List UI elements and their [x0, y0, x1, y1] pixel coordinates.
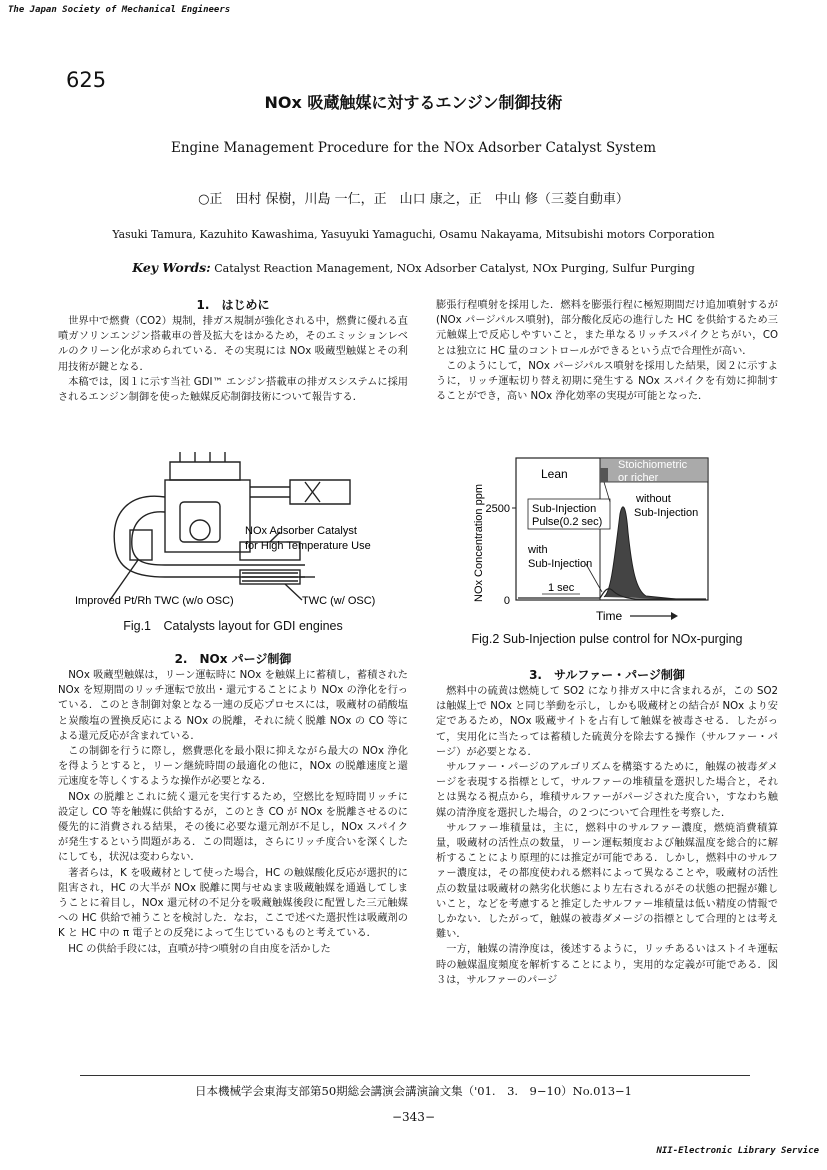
- section-3-body: [436, 684, 778, 988]
- keywords-text: Catalyst Reaction Management, NOx Adsorber Catalyst, NOx Purging, Sulfur Purging: [214, 262, 695, 275]
- figure-1-catalyst-layout: [70, 452, 410, 612]
- improved-twc-box: [130, 530, 152, 560]
- paragraph: この制御を行うに際し，燃費悪化を最小限に抑えながら最大の NOx 浄化を得ようとすると，リーン継続時間の最適化の他に，NOx の脱離速度と還元速度を等しくするような操作が必要となる．: [58, 746, 408, 788]
- ytick-label-2500: 2500: [485, 503, 510, 515]
- section-1-heading: 1. はじめに: [196, 298, 270, 312]
- leader-twc: [285, 584, 302, 600]
- figure-1-caption: Fig.1 Catalysts layout for GDI engines: [123, 619, 343, 633]
- x-axis-label: Time: [596, 609, 623, 623]
- page-number: −343−: [391, 1110, 435, 1124]
- intake-manifold: [170, 462, 240, 480]
- fig2-sub-label-1: Sub-Injection: [532, 503, 597, 515]
- time-arrow-icon: [671, 612, 678, 620]
- crank-icon: [190, 520, 210, 540]
- paragraph: このようにして，NOx パージパルス噴射を採用した結果，図２に示すように，リッチ運転切り替え初期に発生する NOx スパイクを有効に抑制することができ，高い NOx 浄化効率の実現が可能となった．: [436, 360, 778, 403]
- sub-injection-pulse: [600, 468, 608, 482]
- fig2-with-label-2: Sub-Injection: [528, 558, 593, 570]
- fig2-stoich-label-1: Stoichiometric: [618, 459, 688, 471]
- fig2-1sec-label: 1 sec: [548, 582, 575, 594]
- paragraph: 本稿では，図１に示す当社 GDI™ エンジン搭載車の排ガスシステムに採用されるエンジン制御を使った触媒反応制御技術について報告する．: [58, 376, 408, 404]
- authors-japanese: ○正 田村 保樹，川島 一仁，正 山口 康之，正 中山 修（三菱自動車）: [198, 192, 629, 207]
- figure-2-chart: [466, 452, 716, 627]
- keywords-label: Key Words:: [132, 260, 211, 275]
- fig2-sub-label-2: Pulse(0.2 sec): [532, 516, 603, 528]
- authors-english: Yasuki Tamura, Kazuhito Kawashima, Yasuyuki Yamaguchi, Osamu Nakayama, Mitsubishi motors Corporation: [112, 228, 715, 241]
- paragraph: HC の供給手段には，直噴が持つ噴射の自由度を活かした: [68, 943, 331, 955]
- section-1-body: [58, 314, 408, 405]
- intake-pipe: [250, 480, 350, 504]
- paragraph: 世界中で燃費（CO2）規制，排ガス規制が強化される中，燃費に優れる直噴ガソリンエンジン搭載車の普及拡大をはかるため，そのエミッションレベルのクリーン化が求められている．その実現には NOx 吸蔵型触媒とその利用技術が鍵となる．: [58, 316, 408, 373]
- paragraph: 燃料中の硫黄は燃焼して SO2 になり排ガス中に含まれるが，この SO2 は触媒上で NOx と同じ挙動を示し，しかも吸蔵材との結合が NOx より安定であるため，NOx 吸蔵サイトを占有して触媒を被毒させる．したがって，実用化に当たっては蓄積した硫黄分を除去する操作（サルファー・パージ）が必要となる．: [436, 686, 778, 758]
- ytick-label-0: 0: [503, 595, 510, 607]
- section-3-heading: 3. サルファー・パージ制御: [529, 668, 685, 682]
- paragraph: NOx の脱離とこれに続く還元を実行するため，空燃比を短時間リッチに設定し CO 等を触媒に供給するが，このとき CO が NOx を脱離させるのに優先的に消費される結果，その後に必要な還元剤が不足し，NOx スパイクが発生するという問題がある．この問題は，さらにリッチ度合いを深くしたにしても，状況は変わらない．: [58, 791, 408, 864]
- paragraph: サルファー・パージのアルゴリズムを構築するために，触媒の被毒ダメージを表現する指標として，サルファーの堆積量を選択した場合と，それとは異なる視点から，堆積サルファーがパージされた度合い，すなわち触媒の清浄度を選択した場合，の２つについて合理性を考察した．: [436, 762, 778, 819]
- fig1-nox-label-2: for High Temperature Use: [245, 540, 371, 552]
- figure-2-caption: Fig.2 Sub-Injection pulse control for NOx-purging: [471, 632, 743, 646]
- series-without-sub-injection: [604, 507, 676, 599]
- fig2-with-label-1: with: [528, 544, 548, 556]
- fig2-without-label-1: without: [636, 493, 671, 505]
- fig2-lean-label: Lean: [541, 467, 568, 481]
- keywords: [0, 260, 827, 275]
- fig2-stoich-label-2: or richer: [618, 472, 659, 484]
- paragraph: 膨張行程噴射を採用した．燃料を膨張行程に極短期間だけ追加噴射するが(NOx パージパルス噴射)，部分酸化反応の進行した HC を供給するため三元触媒上で反応しやすいこと，また単なるリッチスパイクとちがい，CO とは独立に HC 量のコントロールができるという点で合理性が高い．: [436, 300, 778, 357]
- title-japanese: NOx 吸蔵触媒に対するエンジン制御技術: [264, 93, 563, 112]
- paragraph: サルファー堆積量は，主に，燃料中のサルファー濃度，燃焼消費積算量，吸蔵材の活性点の数量，リーン運転頻度および触媒温度を総合的に解析することにより原理的には推定が可能である．しかし，燃料中のサルファー濃度は，その都度使われる燃料によって異なることや，吸蔵材の活性点の数量は吸蔵材の熱劣化状態により左右されるがその状態の把握が難しいこと，などを考慮すると推定したサルファー堆積量は低い精度の情報でしかない．したがって，触媒の被毒ダメージの指標として合理的とは考え難い．: [436, 822, 778, 941]
- fig2-without-label-2: Sub-Injection: [634, 507, 699, 519]
- y-axis-label: NOx Concentration ppm: [473, 484, 485, 602]
- fig1-nox-label-1: NOx Adsorber Catalyst: [245, 525, 357, 537]
- fig1-improved-label: Improved Pt/Rh TWC (w/o OSC): [75, 595, 234, 607]
- footer-rule: [80, 1075, 750, 1076]
- proceedings-footer: 日本機械学会東海支部第50期総会講演会講演論文集（'01. 3. 9−10）No.013−1: [195, 1084, 632, 1098]
- paragraph: 著者らは，K を吸蔵材として使った場合，HC の触媒酸化反応が選択的に阻害され，HC の大半が NOx 脱離に関与せぬまま吸蔵触媒を通過してしまうことに着目し，NOx 還元材の不足分を吸蔵触媒後段に配置した三元触媒への HC 供給で補うことを検討した．なお，ここで述べた選択性は吸蔵剤の K と HC 中の π 電子との反発によって生じているものと考えている．: [58, 867, 408, 940]
- section-1-continued: [436, 298, 778, 404]
- paper-number: 625: [66, 68, 107, 92]
- paragraph: NOx 吸蔵型触媒は，リーン運転時に NOx を触媒上に蓄積し，蓄積された NOx を短期間のリッチ運転で放出・還元することにより NOx の浄化を行っている．このとき制御対象となる一連の反応プロセスには，吸蔵材の硝酸塩と炭酸塩の置換反応による NOx の脱離，それに続く脱離 NOx の CO 等による還元反応が含まれている．: [58, 670, 408, 742]
- nii-service: NII-Electronic Library Service: [656, 1146, 819, 1156]
- section-2-body: [58, 668, 408, 957]
- fig1-twc-label: TWC (w/ OSC): [302, 595, 376, 607]
- cylinder: [180, 502, 220, 542]
- section-2-heading: 2. NOx パージ制御: [174, 652, 292, 666]
- paragraph: 一方，触媒の清浄度は，後述するように，リッチあるいはストイキ運転時の触媒温度頻度を解析することにより，実用的な定義が可能である．図３は，サルファーのパージ: [436, 944, 778, 986]
- title-english: Engine Management Procedure for the NOx Adsorber Catalyst System: [170, 140, 656, 156]
- society-header: The Japan Society of Mechanical Engineers: [8, 5, 231, 15]
- engine-block: [165, 480, 250, 552]
